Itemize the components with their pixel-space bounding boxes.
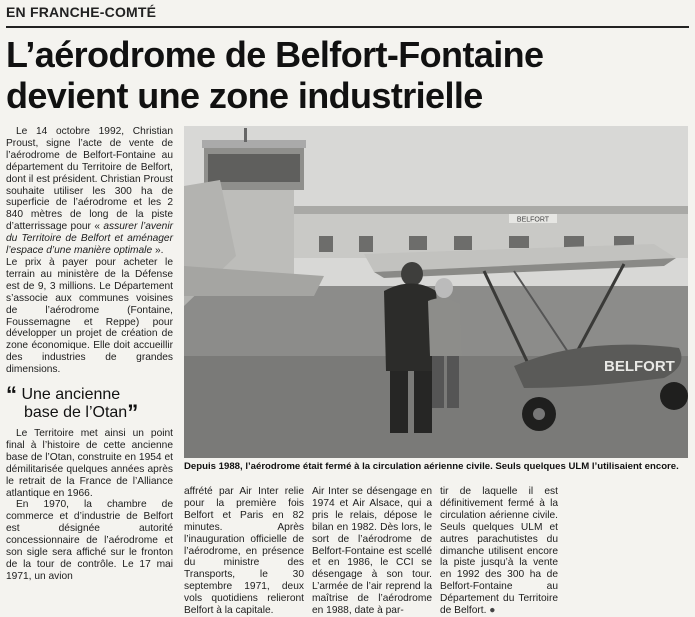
section-kicker: EN FRANCHE-COMTÉ	[6, 4, 157, 20]
end-mark-icon: ●	[489, 605, 496, 617]
intro-quote: assurer l’avenir du Territoire de Belfort et aménager l’espace d’une manière optimale	[6, 221, 174, 257]
intro-paragraph-2: Le prix à payer pour acheter le terrain au ministère de la Défense est de 9, 3 millions. Le Département s’associe aux communes voisines de l’aérodrome (Fontaine, Foussemagne et Reppe) pour développer un projet de création de zone économique. Elle doit accueillir des industries de grandes dimensions.	[6, 256, 173, 376]
column-4-body: tir de laquelle il est définitivement fermé à la circulation aérienne civile. Seuls quelques ULM et autres parachutistes du dimanche utilisent encore la piste jusqu’à la vente en 1992 des 300 ha de Belfort-Fontaine au Département du Territoire de Belfort.	[440, 486, 558, 617]
quote-close-icon: ”	[127, 400, 139, 426]
headline	[6, 34, 686, 116]
column-2-text: affrété par Air Inter relie pour la première fois Belfort et Paris en 82 minutes. Après l’inauguration officielle de l’aérodrome, en présence du ministre des Transports, le 30 septembre 1971, deux vols quotidiens relieront Belfort à la capitale.	[184, 486, 304, 617]
article-column-4	[440, 486, 558, 617]
article-column-left	[6, 126, 173, 583]
photo-caption: Depuis 1988, l’aérodrome était fermé à la circulation aérienne civile. Seuls quelques ULM l’utilisaient encore.	[184, 461, 679, 472]
subheading-line-1: Une ancienne	[21, 386, 121, 404]
article-photo	[184, 126, 688, 458]
intro-paragraph-1	[6, 126, 173, 257]
otan-paragraph-1: Le Territoire met ainsi un point final à l’histoire de cette ancienne base de l’Otan, construite en 1954 et démilitarisée quelques années après le retrait de la France de l’Alliance atlantique en 1966.	[6, 428, 173, 499]
photo-plane-text: BELFORT	[604, 358, 675, 375]
intro-text-end: ».	[152, 245, 164, 257]
column-3-text: Air Inter se désengage en 1974 et Air Alsace, qui a pris le relais, dépose le bilan en 1982. Dès lors, le sort de l’aérodrome de Belfort-Fontaine est scellé et en 1986, le CCI se désengage à son tour. L’armée de l’air reprend la maîtrise de l’aérodrome en 1988, date à par-	[312, 486, 432, 617]
article-column-3	[312, 486, 432, 617]
headline-line-1: L’aérodrome de Belfort-Fontaine	[6, 34, 544, 75]
headline-line-2: devient une zone industrielle	[6, 75, 483, 116]
subheading	[6, 382, 173, 426]
photo-sign-text: BELFORT	[516, 216, 550, 224]
article-column-2	[184, 486, 304, 617]
otan-paragraph-2: En 1970, la chambre de commerce et d’industrie de Belfort est désignée autorité concessionnaire de l’aérodrome et son sigle sera affiché sur le fronton de la tour de contrôle. Le 17 mai 1971, un avion	[6, 499, 173, 582]
intro-text: Le 14 octobre 1992, Christian Proust, signe l’acte de vente de l’aérodrome de Belfort-Fontaine au département du Territoire de Belfort, dont il est président. Christian Proust souhaite utiliser les 300 ha de superficie de l’aérodrome et les 2 840 mètres de long de la piste d’atterrissage pour «	[6, 126, 173, 233]
quote-open-icon: “	[6, 382, 17, 408]
section-rule	[6, 26, 689, 28]
subheading-line-2: base de l’Otan	[24, 404, 128, 422]
column-4-text	[440, 486, 558, 617]
photo-airfield-ulm	[184, 126, 688, 458]
